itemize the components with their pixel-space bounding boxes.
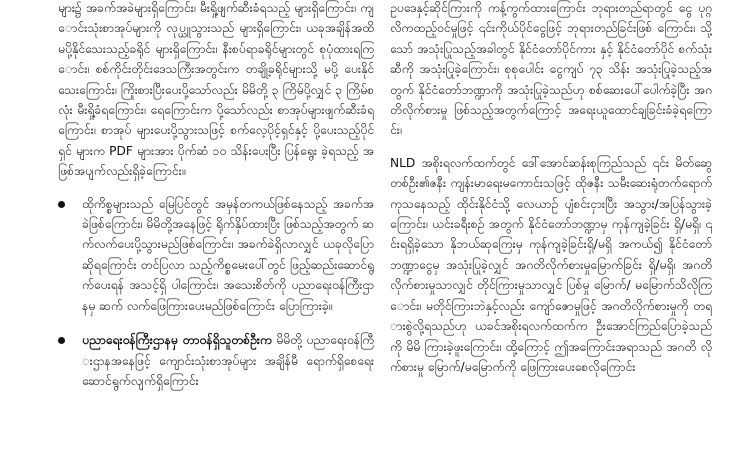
bullet-dot-icon xyxy=(58,337,65,344)
bullet-text-1: ထိုကိစ္စများသည် မြေပြင်တွင် အမှန်တကယ်ဖြစ်နေသည့် အခက်အခဲဖြစ်ကြောင်း၊ မိမိတို့အနေဖြင့် ရိုက်နှိပ်ထားပြီး ဖြစ်သည့်အတွက် ဆက်လက်ပေးပို့သွားမည်ဖြစ်ကြောင်း၊ အခက်ခဲရှိလာလျှင် ယခုလိုပြောဆိုရကြောင်း တင်ပြလာ သည့်ကိစ္စမေးပေါ်တွင် ဖြည့်ဆည်းဆောင်ရွက်ပေးရန် အသင့်ရှိ ပါကြောင်း၊ အသေးစိတ်ကို ပညာရေးဝန်ကြီးဌာနမှ ဆက် လက်ဖြေကြားပေးမည်ဖြစ်ကြောင်း ပြောကြားခဲ့။ xyxy=(82,196,374,313)
left-column xyxy=(58,0,374,460)
bullet-text-2: မိမိတို့ ပညာရေးဝန်ကြီးဌာနအနေဖြင့် ကျောင်းသုံးစာအုပ်များ အချိန်မီ ရောက်ရှိစေရေး ဆောင်ရွက်လျက်ရှိကြောင်း xyxy=(82,333,374,388)
bullet-item-2 xyxy=(58,330,374,391)
bullet-item-1 xyxy=(58,194,374,316)
right-paragraph-2: NLD အစိုးရလက်ထက်တွင် ဒေါ်အောင်ဆန်းစုကြည်သည် ၎င်း မိတ်ဆွေတစ်ဦး၏ဇနီး ကျန်းမာရေးမကောင်းသဖြင့် ထိုဇနီး သမီးဆေးရုံတက်ရောက်ကုသနေသည့် ထိုင်းနိုင်ငံသို့ လေယာဉ် ပျံစင်းငှားပြီး အသွား/အပြန်သွားခဲ့ကြောင်း၊ ယင်းခရီးစဉ် အတွက် နိုင်ငံတော်ဘဏ္ဍာမှ ကုန်ကျခဲ့ခြင်း ရှိ/မရှိ၊ ၎င်းရရှိခဲ့သော နိုဘယ်ဆုကြေးမှ ကုန်ကျခဲ့ခြင်းရှိ/မရှိ အကယ်၍ နိုင်ငံတော် ဘဏ္ဍာငွေမှ အသုံးပြုခဲ့လျှင် အဂတိလိုက်စားမှုမြောက်ခြင်း ရှိ/မရှိ၊ အဂတိလိုက်စားမှုသာလျှင် တိုင်ကြားမှုသာလျှင် ပြစ်မှု မြောက်/ မမြောက်သိလိုကြောင်း၊ မတိုင်ကြားဘဲနှင့်လည်း ကျော်ဇောမှုဖြင့် အဂတိလိုက်စားမှုကို တရားစွဲလို့ရသည်ဟု ယခင်အစိုးရလက်ထက်က ဦးအောင်ကြည်ပြောခဲ့သည်ကို မိမိ ကြားခဲ့ဖူးကြောင်း၊ ထို့ကြောင့် ဤအကြောင်းအရာသည် အဂတိ လိုက်စားမှု မြောက်/မမြောက်ကို ဖြေကြားပေးစေလိုကြောင်း xyxy=(390,155,712,374)
bullet-2-speaker: ပညာရေးဝန်ကြီးဌာနမှ တာဝန်ရှိသူတစ်ဦးက xyxy=(82,333,272,348)
intro-paragraph: များ၌ အခက်အခဲများရှိကြောင်း၊ မီးရှို့ဖျက်ဆီးခံရသည့် များရှိကြောင်း၊ ကျောင်းသုံးစာအုပ်များကို လုပ္ယူသွားသည် များရှိကြောင်း၊ ယခုအချိန်အထိ မပို့နိုင်သေးသည့်ခရိုင် များရှိကြောင်း၊ နီးစပ်ရာခရိုင်များတွင် စုပုံထားရကြောင်း၊ စစ်ကိုင်းတိုင်းဒေသကြီးအတွင်းက တချို့ခရိုင်များသို့ မပို့ ပေးနိုင်သေးကြောင်း၊ ကြိုးစားပြီးပေးပို့သော်လည်း မိမိတို့ ၃ ကြိမ်ပို့လျှင် ၃ ကြိမ်စလုံး မီးရှို့ခံရကြောင်း၊ ရေကြောင်းက ပို့သော်လည်း စာအုပ်များဖျက်ဆီးခံရကြောင်း၊ စာအုပ် များပေးပို့သွားသဖြင့် စက်လေ့ပိုင့်ရှင်နှင့် ပို့ပေးသည့်ပိုင်ရှင် များက PDF များအား ပိုက်ဆံ ၁၀ သိန်းပေးပြီး ပြန်ရွေး ခဲ့ရသည့် အဖြစ်အပျက်လည်းရှိခဲ့ကြောင်း။ xyxy=(58,1,374,179)
right-paragraph-1: ဥပဒေနှင့်ဆိုင်ကြားကို ကန့်ကွက်ထားကြောင်း ဘုရားတည်ရာတွင် ငွေ ပုဂ္ဂလိကထည့်ဝင်မှုဖြင့် ၎င်းကိုယ်ပိုင်ငွေဖြင့် ဘုရားတည်ခြင်းဖြစ် ကြောင်း၊ သို့သော် အသုံးပြုသည့်အခါတွင် နိုင်ငံတော်ပိုင်ကား နှင့် နိုင်ငံတော်ပိုင် စက်သုံးဆီကို အသုံးပြုခဲ့ကြောင်း၊ စုစုပေါင်း ငွေကျပ် ၇၃ သိန်း အသုံးပြုခဲ့သည့်အတွက် နိုင်ငံတော်ဘဏ္ဍာကို အသုံးပြုခဲ့သည်ဟု စစ်ဆေးပေါ်ပေါက်ခဲ့ပြီး အဂတိလိုက်စားမှု ဖြစ်သည့်အတွက်ကြောင့် အရေးယူထောင်ချခြင်းခံခဲ့ရကြောင်း၊ xyxy=(390,1,712,138)
right-column xyxy=(390,0,712,460)
bullet-dot-icon xyxy=(58,201,65,208)
